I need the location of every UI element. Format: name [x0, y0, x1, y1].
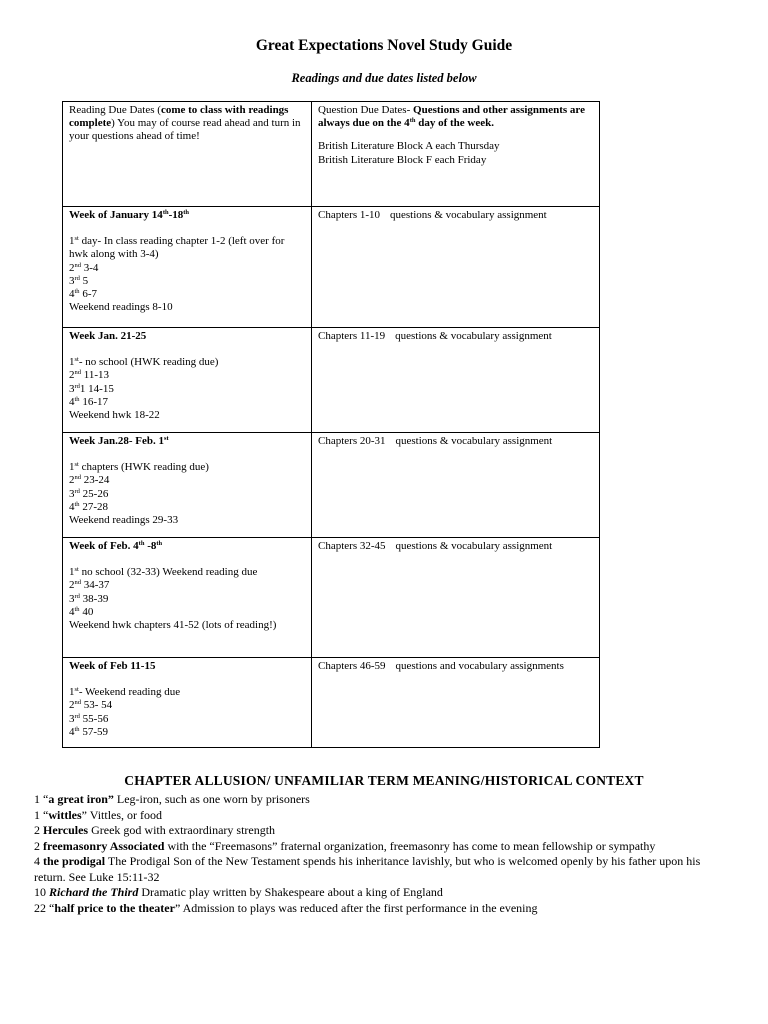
chapter-number: 2	[34, 838, 43, 853]
week-reading-cell	[63, 658, 312, 748]
reading-day: 1st no school (32-33) Weekend reading due	[69, 566, 258, 579]
chapter-range: Chapters 32-45	[318, 540, 386, 552]
spacer	[69, 343, 305, 356]
weekend-reading: Weekend hwk 18-22	[69, 409, 160, 422]
page-subtitle: Readings and due dates listed below	[291, 71, 477, 85]
assignment-label: questions & vocabulary assignment	[390, 209, 547, 221]
chapter-number: 2	[34, 823, 43, 837]
allusion-definition: Leg-iron, such as one worn by prisoners	[113, 792, 310, 806]
block-a-due: British Literature Block A each Thursday	[318, 140, 500, 153]
allusion-term: a great iron”	[48, 792, 114, 806]
schedule-table	[62, 101, 600, 748]
chapter-range: Chapters 46-59	[318, 660, 386, 672]
question-due-dates-header: Question Due Dates- Questions and other assignments are always due on the 4th day of the week. British Literature Block A each Thursday British Literature Block F each Friday	[312, 102, 600, 207]
table-row	[63, 328, 600, 433]
allusion-section-heading: CHAPTER ALLUSION/ UNFAMILIAR TERM MEANING/HISTORICAL CONTEXT	[124, 773, 644, 788]
chapter-number: 1	[34, 807, 43, 822]
table-row	[63, 207, 600, 328]
weekend-reading: Weekend readings 29-33	[69, 514, 179, 527]
reading-day: 3rd 38-39	[69, 592, 109, 605]
week-title: Week of Feb 11-15	[69, 660, 156, 672]
chapter-assignment-cell	[312, 328, 600, 433]
allusion-entry	[34, 885, 734, 901]
spacer	[69, 222, 305, 235]
chapter-range: Chapters 20-31	[318, 435, 386, 447]
reading-day: 4th 57-59	[69, 725, 108, 738]
chapter-number: 10	[34, 885, 49, 899]
allusion-entry	[34, 854, 734, 885]
chapter-assignment	[318, 660, 593, 673]
allusion-term: freemasonry Associated	[43, 838, 165, 853]
allusion-term: half price to the theater	[54, 900, 175, 915]
chapter-range: Chapters 1-10	[318, 209, 381, 221]
week-reading-cell	[63, 207, 312, 328]
allusion-term: the prodigal	[43, 854, 106, 868]
chapter-assignment	[318, 435, 593, 448]
allusion-definition: with the “Freemasons” fraternal organization, freemasonry has come to mean fellowship or sympathy	[164, 838, 656, 853]
allusion-entry: 1 “wittles” Vittles, or food	[34, 807, 163, 822]
weekend-reading: Weekend hwk chapters 41-52 (lots of reading!)	[69, 619, 277, 632]
week-title: Week of Feb. 4th -8th	[69, 540, 163, 552]
chapter-assignment	[318, 209, 593, 222]
chapter-assignment-cell	[312, 207, 600, 328]
allusion-entry: 1 “a great iron” Leg-iron, such as one worn by prisoners	[34, 792, 310, 806]
assignment-label: questions & vocabulary assignment	[395, 540, 553, 552]
reading-day: 4th 40	[69, 605, 94, 618]
chapter-number: 4	[34, 854, 43, 868]
reading-day: 4th 27-28	[69, 500, 108, 513]
reading-day: 2nd 3-4	[69, 261, 99, 274]
reading-day: 2nd 23-24	[69, 474, 110, 487]
week-title: Week of January 14th-18th	[69, 209, 190, 221]
block-f-due: British Literature Block F each Friday	[318, 153, 487, 166]
table-row	[63, 433, 600, 538]
week-reading-cell	[63, 433, 312, 538]
allusion-definition: ” Admission to plays was reduced after the first performance in the evening	[174, 900, 538, 915]
week-reading-cell	[63, 538, 312, 658]
allusion-definition: The Prodigal Son of the New Testament spends his inheritance lavishly, but who is welcomed openly by his father upon his return. See Luke 15:11-32	[34, 854, 701, 884]
chapter-range: Chapters 11-19	[318, 330, 386, 342]
chapter-number: 22	[34, 900, 49, 915]
allusion-definition: Greek god with extraordinary strength	[88, 823, 276, 837]
allusion-entry	[34, 839, 734, 855]
allusion-entry: 22 “half price to the theater” Admission to plays was reduced after the first performance in the evening	[34, 900, 538, 915]
reading-day: 1st day- In class reading chapter 1-2 (left over for hwk along with 3-4)	[69, 235, 285, 261]
table-header-row	[63, 102, 600, 207]
reading-day: 4th 6-7	[69, 288, 97, 301]
page-title: Great Expectations Novel Study Guide	[255, 37, 513, 54]
allusion-term: Hercules	[43, 823, 89, 837]
week-title: Week Jan.28- Feb. 1st	[69, 435, 169, 447]
reading-day: 1st- Weekend reading due	[69, 686, 181, 699]
chapter-assignment-cell	[312, 658, 600, 748]
assignment-label: questions & vocabulary assignment	[395, 330, 552, 342]
spacer	[69, 553, 305, 566]
spacer	[69, 673, 305, 686]
assignment-label: questions & vocabulary assignment	[395, 435, 553, 447]
allusion-term: Richard the Third	[49, 885, 139, 899]
reading-day: 2nd 34-37	[69, 579, 110, 592]
reading-day: 2nd 53- 54	[69, 699, 113, 712]
reading-day: 3rd 25-26	[69, 487, 109, 500]
reading-day: 1st chapters (HWK reading due)	[69, 461, 209, 474]
spacer	[69, 448, 305, 461]
reading-day: 4th 16-17	[69, 395, 108, 408]
chapter-assignment-cell	[312, 433, 600, 538]
allusion-definition: Dramatic play written by Shakespeare about a king of England	[138, 885, 443, 899]
allusion-entry	[34, 823, 734, 839]
allusion-list	[34, 792, 734, 916]
reading-due-dates-header: Reading Due Dates (come to class with readings complete) You may of course read ahead and turn in your questions ahead of time!	[63, 102, 312, 207]
chapter-assignment	[318, 540, 593, 553]
chapter-number: 1	[34, 792, 43, 806]
reading-day: 1st- no school (HWK reading due)	[69, 356, 219, 369]
table-row	[63, 658, 600, 748]
week-reading-cell	[63, 328, 312, 433]
chapter-assignment-cell	[312, 538, 600, 658]
chapter-assignment	[318, 330, 593, 343]
reading-day: 2nd 11-13	[69, 369, 110, 382]
reading-day: 3rd1 14-15	[69, 382, 114, 395]
table-row	[63, 538, 600, 658]
week-title: Week Jan. 21-25	[69, 330, 147, 342]
allusion-definition: ” Vittles, or food	[81, 807, 163, 822]
reading-day: 3rd 55-56	[69, 712, 109, 725]
allusion-term: wittles	[48, 807, 82, 822]
assignment-label: questions and vocabulary assignments	[395, 660, 564, 672]
reading-day: 3rd 5	[69, 274, 89, 287]
weekend-reading: Weekend readings 8-10	[69, 301, 173, 314]
